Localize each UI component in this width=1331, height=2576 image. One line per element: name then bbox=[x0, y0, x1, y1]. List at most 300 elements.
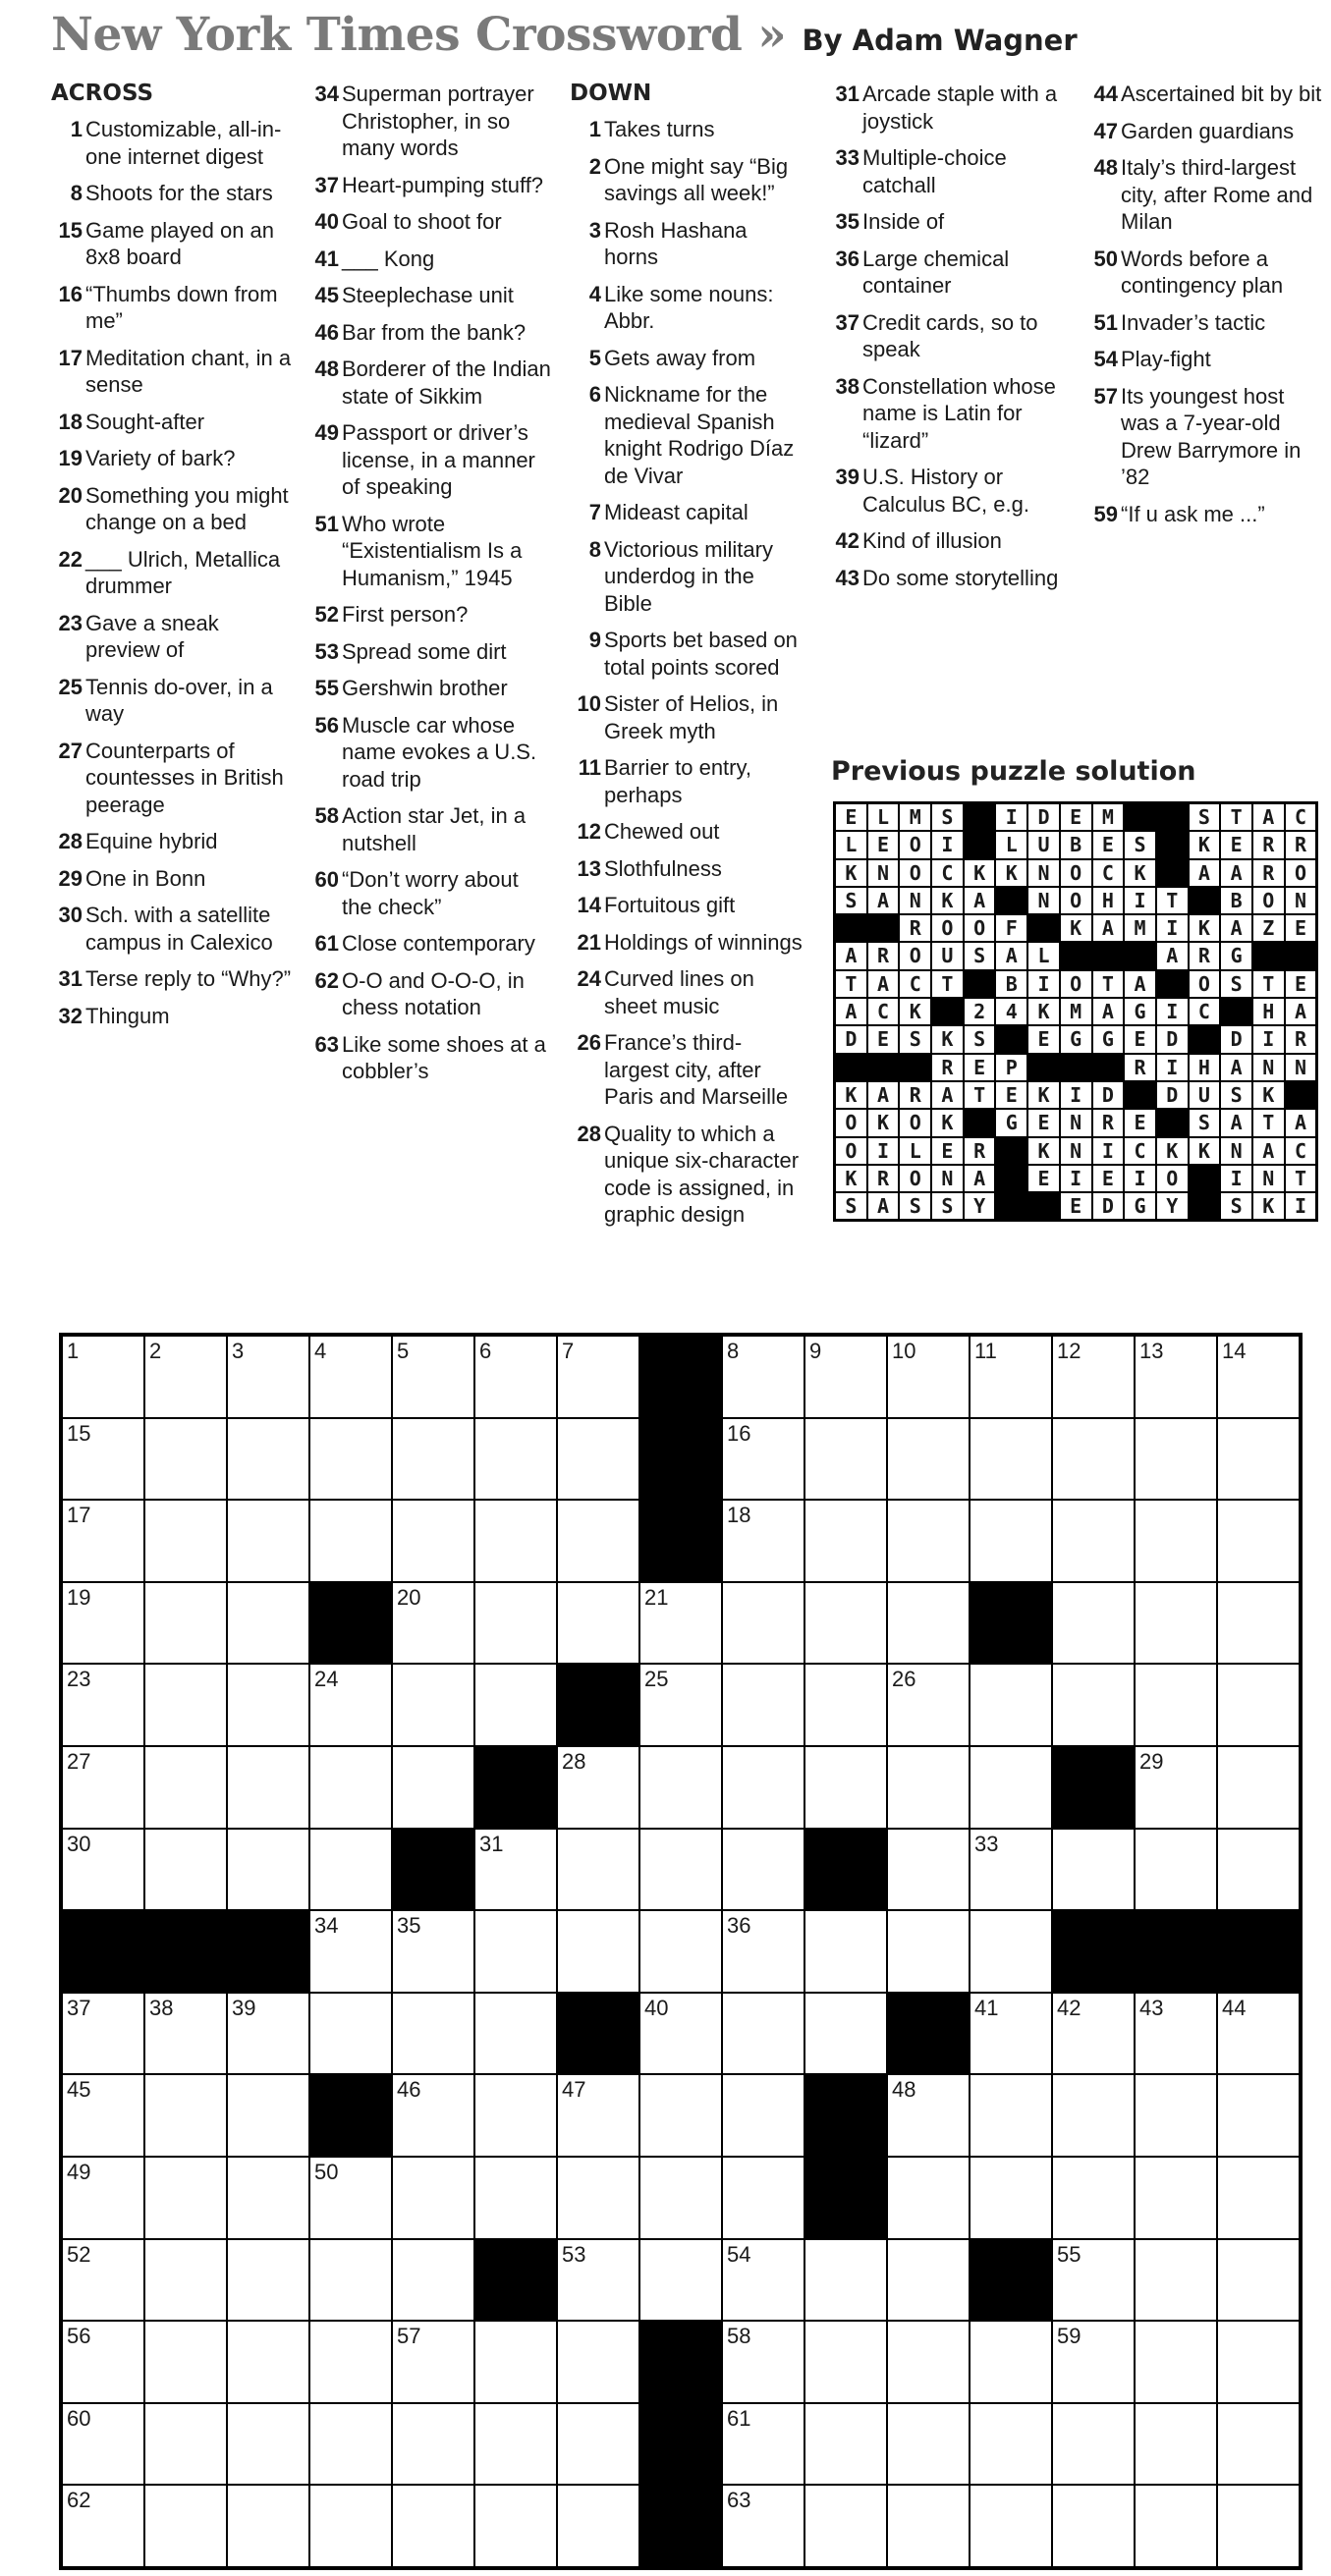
grid-cell[interactable] bbox=[887, 1746, 970, 1829]
grid-black-square bbox=[1217, 1910, 1300, 1993]
grid-cell[interactable] bbox=[1052, 2157, 1135, 2239]
grid-cell[interactable] bbox=[474, 2321, 557, 2403]
grid-cell[interactable] bbox=[144, 1336, 227, 1418]
grid-cell[interactable] bbox=[887, 2321, 970, 2403]
grid-cell[interactable] bbox=[639, 1829, 722, 1911]
grid-cell[interactable] bbox=[1052, 2403, 1135, 2486]
grid-cell[interactable] bbox=[887, 1664, 970, 1746]
grid-black-square bbox=[639, 2403, 722, 2486]
grid-cell[interactable] bbox=[722, 2403, 804, 2486]
grid-cell[interactable] bbox=[62, 2239, 144, 2322]
solution-cell: H bbox=[1092, 887, 1125, 914]
grid-cell[interactable] bbox=[804, 1664, 887, 1746]
grid-cell[interactable] bbox=[1135, 1746, 1217, 1829]
grid-cell[interactable] bbox=[1052, 1336, 1135, 1418]
solution-cell: K bbox=[1027, 1081, 1060, 1109]
solution-cell: R bbox=[1124, 1054, 1156, 1081]
grid-cell[interactable] bbox=[1135, 2321, 1217, 2403]
grid-cell[interactable] bbox=[722, 1500, 804, 1582]
grid-cell-number: 2 bbox=[149, 1339, 162, 1363]
grid-cell[interactable] bbox=[970, 1418, 1052, 1501]
grid-cell-number: 34 bbox=[314, 1913, 339, 1939]
grid-cell[interactable] bbox=[722, 2239, 804, 2322]
grid-cell[interactable] bbox=[309, 1418, 392, 1501]
solution-cell: D bbox=[1156, 1081, 1189, 1109]
grid-cell[interactable] bbox=[227, 2485, 309, 2567]
solution-cell: T bbox=[1252, 1109, 1285, 1136]
solution-cell: O bbox=[899, 942, 931, 969]
solution-black-cell bbox=[835, 914, 867, 942]
grid-cell[interactable] bbox=[722, 1582, 804, 1665]
grid-cell[interactable] bbox=[227, 1746, 309, 1829]
grid-cell[interactable] bbox=[887, 1336, 970, 1418]
grid-cell[interactable] bbox=[392, 1500, 474, 1582]
grid-cell[interactable] bbox=[804, 1336, 887, 1418]
grid-cell[interactable] bbox=[309, 2403, 392, 2486]
grid-cell-number: 16 bbox=[727, 1420, 751, 1446]
grid-cell[interactable] bbox=[1217, 1829, 1300, 1911]
grid-cell[interactable] bbox=[474, 2485, 557, 2567]
grid-cell[interactable] bbox=[474, 2074, 557, 2157]
grid-cell[interactable] bbox=[62, 2403, 144, 2486]
solution-black-cell bbox=[1285, 942, 1317, 969]
grid-cell[interactable] bbox=[1217, 2321, 1300, 2403]
grid-cell[interactable] bbox=[1217, 2074, 1300, 2157]
grid-cell-number: 25 bbox=[644, 1667, 669, 1692]
down-clue-36 bbox=[828, 246, 1059, 300]
across-clue-1 bbox=[51, 116, 297, 170]
grid-cell[interactable] bbox=[144, 2403, 227, 2486]
grid-cell-number: 56 bbox=[67, 2324, 91, 2349]
grid-cell[interactable] bbox=[970, 1746, 1052, 1829]
grid-cell[interactable] bbox=[62, 1418, 144, 1501]
solution-cell: E bbox=[867, 831, 900, 858]
grid-cell[interactable] bbox=[144, 2485, 227, 2567]
grid-cell[interactable] bbox=[62, 2485, 144, 2567]
grid-cell[interactable] bbox=[392, 2403, 474, 2486]
solution-cell: A bbox=[931, 1081, 964, 1109]
grid-cell[interactable] bbox=[474, 1829, 557, 1911]
clue-number: 41 bbox=[314, 246, 339, 271]
clue-text: Ascertained bit by bit bbox=[1121, 82, 1322, 106]
grid-cell[interactable] bbox=[227, 2239, 309, 2322]
clue-number: 27 bbox=[58, 738, 83, 763]
grid-cell[interactable] bbox=[309, 1664, 392, 1746]
solution-black-cell bbox=[899, 1054, 931, 1081]
grid-cell[interactable] bbox=[557, 1500, 639, 1582]
down-clue-33 bbox=[828, 144, 1059, 198]
grid-cell[interactable] bbox=[474, 1500, 557, 1582]
down-clue-12 bbox=[570, 818, 805, 846]
grid-cell[interactable] bbox=[1217, 1418, 1300, 1501]
grid-cell[interactable] bbox=[557, 2321, 639, 2403]
title-row bbox=[51, 8, 1078, 62]
across-clue-30 bbox=[51, 902, 297, 956]
grid-cell[interactable] bbox=[557, 2074, 639, 2157]
clue-text: Arcade staple with a joystick bbox=[862, 82, 1058, 134]
grid-cell[interactable] bbox=[639, 2074, 722, 2157]
solution-black-cell bbox=[1220, 998, 1252, 1025]
grid-cell[interactable] bbox=[227, 1582, 309, 1665]
grid-cell[interactable] bbox=[722, 2321, 804, 2403]
solution-black-cell bbox=[995, 1192, 1027, 1220]
grid-cell[interactable] bbox=[639, 2157, 722, 2239]
grid-cell[interactable] bbox=[309, 2321, 392, 2403]
grid-cell[interactable] bbox=[1135, 2239, 1217, 2322]
grid-cell[interactable] bbox=[1217, 2403, 1300, 2486]
grid-cell[interactable] bbox=[1217, 1746, 1300, 1829]
clue-text: Garden guardians bbox=[1121, 118, 1295, 143]
grid-cell[interactable] bbox=[392, 2485, 474, 2567]
grid-cell[interactable] bbox=[804, 2485, 887, 2567]
grid-cell[interactable] bbox=[639, 1746, 722, 1829]
solution-cell: A bbox=[1220, 914, 1252, 942]
grid-black-square bbox=[639, 1336, 722, 1418]
grid-cell[interactable] bbox=[970, 1829, 1052, 1911]
grid-black-square bbox=[804, 1829, 887, 1911]
solution-cell: K bbox=[1252, 1192, 1285, 1220]
grid-cell[interactable] bbox=[144, 1829, 227, 1911]
grid-cell[interactable] bbox=[804, 1910, 887, 1993]
grid-cell[interactable] bbox=[474, 1664, 557, 1746]
grid-cell[interactable] bbox=[1135, 1829, 1217, 1911]
solution-cell: A bbox=[1092, 998, 1125, 1025]
solution-cell: T bbox=[835, 970, 867, 998]
grid-cell[interactable] bbox=[887, 1910, 970, 1993]
clue-number: 47 bbox=[1093, 118, 1118, 143]
grid-cell[interactable] bbox=[804, 1582, 887, 1665]
clue-text: Sch. with a satellite campus in Calexico bbox=[85, 903, 273, 955]
solution-cell: I bbox=[1060, 1165, 1092, 1192]
solution-cell: O bbox=[1285, 859, 1317, 887]
grid-cell[interactable] bbox=[392, 1418, 474, 1501]
grid-cell[interactable] bbox=[1052, 2321, 1135, 2403]
clue-text: Muscle car whose name evokes a U.S. road trip bbox=[342, 712, 537, 792]
grid-cell[interactable] bbox=[227, 1993, 309, 2075]
grid-cell[interactable] bbox=[62, 1582, 144, 1665]
grid-cell[interactable] bbox=[474, 1910, 557, 1993]
grid-cell[interactable] bbox=[1052, 1993, 1135, 2075]
grid-cell-number: 41 bbox=[974, 1995, 999, 2020]
grid-cell[interactable] bbox=[227, 2321, 309, 2403]
solution-cell: N bbox=[1220, 1137, 1252, 1165]
grid-cell-number: 11 bbox=[974, 1339, 997, 1363]
grid-cell[interactable] bbox=[1217, 1500, 1300, 1582]
clue-text: Large chemical container bbox=[862, 246, 1010, 298]
down-column-1 bbox=[570, 81, 805, 1238]
grid-cell[interactable] bbox=[1217, 1336, 1300, 1418]
grid-cell[interactable] bbox=[1052, 2485, 1135, 2567]
grid-cell[interactable] bbox=[639, 1910, 722, 1993]
solution-cell: D bbox=[835, 1025, 867, 1053]
grid-cell[interactable] bbox=[557, 1336, 639, 1418]
solution-cell: R bbox=[931, 1054, 964, 1081]
grid-cell[interactable] bbox=[392, 2157, 474, 2239]
grid-cell[interactable] bbox=[970, 1993, 1052, 2075]
down-clue-39 bbox=[828, 464, 1059, 518]
grid-cell-number: 12 bbox=[1057, 1339, 1081, 1363]
grid-cell[interactable] bbox=[309, 1746, 392, 1829]
grid-cell-number: 36 bbox=[727, 1913, 751, 1939]
grid-cell[interactable] bbox=[804, 1746, 887, 1829]
grid-cell[interactable] bbox=[62, 2157, 144, 2239]
grid-cell[interactable] bbox=[227, 1336, 309, 1418]
grid-cell[interactable] bbox=[309, 2157, 392, 2239]
grid-cell[interactable] bbox=[392, 2074, 474, 2157]
grid-cell[interactable] bbox=[1217, 2485, 1300, 2567]
down-clue-2 bbox=[570, 153, 805, 207]
grid-cell[interactable] bbox=[1135, 1336, 1217, 1418]
grid-cell[interactable] bbox=[557, 1582, 639, 1665]
grid-cell[interactable] bbox=[887, 2074, 970, 2157]
grid-cell[interactable] bbox=[227, 2403, 309, 2486]
grid-cell[interactable] bbox=[639, 1993, 722, 2075]
grid-cell[interactable] bbox=[62, 1993, 144, 2075]
grid-cell[interactable] bbox=[62, 1746, 144, 1829]
grid-cell[interactable] bbox=[474, 1336, 557, 1418]
clue-text: Gave a sneak preview of bbox=[85, 610, 219, 662]
grid-cell[interactable] bbox=[309, 2485, 392, 2567]
grid-cell[interactable] bbox=[557, 1829, 639, 1911]
solution-cell: K bbox=[1124, 859, 1156, 887]
grid-cell[interactable] bbox=[887, 2239, 970, 2322]
grid-cell[interactable] bbox=[557, 2485, 639, 2567]
grid-cell[interactable] bbox=[1052, 1582, 1135, 1665]
grid-cell[interactable] bbox=[392, 1746, 474, 1829]
grid-cell[interactable] bbox=[557, 2403, 639, 2486]
grid-cell[interactable] bbox=[1052, 1664, 1135, 1746]
grid-cell[interactable] bbox=[392, 1664, 474, 1746]
grid-cell[interactable] bbox=[887, 1582, 970, 1665]
solution-cell: M bbox=[1092, 803, 1125, 831]
grid-cell[interactable] bbox=[970, 1336, 1052, 1418]
grid-cell[interactable] bbox=[804, 1418, 887, 1501]
grid-cell[interactable] bbox=[722, 1664, 804, 1746]
down-clue-42 bbox=[828, 527, 1059, 555]
grid-cell[interactable] bbox=[474, 2157, 557, 2239]
grid-cell[interactable] bbox=[1135, 2403, 1217, 2486]
grid-cell[interactable] bbox=[62, 1829, 144, 1911]
grid-cell[interactable] bbox=[887, 2485, 970, 2567]
down-heading: DOWN bbox=[570, 81, 652, 106]
solution-cell: E bbox=[1092, 1165, 1125, 1192]
clue-text: ___ Kong bbox=[342, 246, 435, 271]
grid-cell[interactable] bbox=[392, 1336, 474, 1418]
grid-cell[interactable] bbox=[887, 1500, 970, 1582]
grid-cell[interactable] bbox=[144, 1746, 227, 1829]
grid-cell[interactable] bbox=[227, 2157, 309, 2239]
grid-cell[interactable] bbox=[144, 1664, 227, 1746]
grid-cell[interactable] bbox=[1217, 1993, 1300, 2075]
clue-number: 20 bbox=[58, 482, 83, 508]
grid-cell[interactable] bbox=[144, 1500, 227, 1582]
grid-cell[interactable] bbox=[309, 1829, 392, 1911]
grid-cell[interactable] bbox=[722, 2074, 804, 2157]
solution-cell: M bbox=[1060, 998, 1092, 1025]
grid-cell[interactable] bbox=[970, 2321, 1052, 2403]
clue-number: 29 bbox=[58, 865, 83, 891]
clue-number: 17 bbox=[58, 345, 83, 370]
grid-cell[interactable] bbox=[227, 1664, 309, 1746]
grid-cell[interactable] bbox=[722, 1910, 804, 1993]
solution-cell: A bbox=[835, 998, 867, 1025]
grid-cell[interactable] bbox=[557, 2239, 639, 2322]
clue-text: Like some nouns: Abbr. bbox=[604, 281, 774, 333]
grid-cell[interactable] bbox=[804, 1993, 887, 2075]
grid-cell[interactable] bbox=[1052, 1500, 1135, 1582]
grid-cell[interactable] bbox=[970, 2074, 1052, 2157]
grid-cell[interactable] bbox=[639, 1582, 722, 1665]
grid-cell[interactable] bbox=[804, 2403, 887, 2486]
grid-cell[interactable] bbox=[309, 1500, 392, 1582]
grid-cell-number: 19 bbox=[67, 1584, 91, 1610]
grid-cell[interactable] bbox=[557, 1910, 639, 1993]
solution-black-cell bbox=[964, 803, 996, 831]
solution-cell: S bbox=[964, 1025, 996, 1053]
grid-cell[interactable] bbox=[144, 2321, 227, 2403]
solution-cell: R bbox=[1252, 859, 1285, 887]
grid-cell[interactable] bbox=[557, 1418, 639, 1501]
grid-cell[interactable] bbox=[970, 2157, 1052, 2239]
grid-cell[interactable] bbox=[804, 2239, 887, 2322]
grid-cell[interactable] bbox=[1135, 1993, 1217, 2075]
grid-cell[interactable] bbox=[62, 1500, 144, 1582]
solution-cell: E bbox=[1027, 1109, 1060, 1136]
solution-cell: Y bbox=[1156, 1192, 1189, 1220]
down-clue-6 bbox=[570, 381, 805, 489]
grid-cell[interactable] bbox=[474, 1993, 557, 2075]
solution-black-cell bbox=[1092, 1054, 1125, 1081]
grid-cell[interactable] bbox=[1052, 2239, 1135, 2322]
grid-cell[interactable] bbox=[970, 1664, 1052, 1746]
solution-black-cell bbox=[1092, 942, 1125, 969]
down-clue-54 bbox=[1086, 346, 1322, 373]
clue-text: Rosh Hashana horns bbox=[604, 217, 748, 269]
grid-cell[interactable] bbox=[1052, 1418, 1135, 1501]
grid-cell[interactable] bbox=[970, 1910, 1052, 1993]
grid-cell[interactable] bbox=[970, 1500, 1052, 1582]
down-clue-31 bbox=[828, 81, 1059, 135]
across-column-1 bbox=[51, 81, 297, 1039]
grid-cell[interactable] bbox=[887, 1829, 970, 1911]
grid-cell[interactable] bbox=[309, 1910, 392, 1993]
across-clue-28 bbox=[51, 828, 297, 855]
solution-cell: A bbox=[995, 942, 1027, 969]
grid-cell[interactable] bbox=[474, 2403, 557, 2486]
clue-number: 53 bbox=[314, 638, 339, 664]
grid-cell[interactable] bbox=[474, 1582, 557, 1665]
grid-cell[interactable] bbox=[62, 1336, 144, 1418]
grid-cell[interactable] bbox=[804, 1500, 887, 1582]
grid-cell[interactable] bbox=[557, 2157, 639, 2239]
grid-cell[interactable] bbox=[887, 2403, 970, 2486]
grid-cell[interactable] bbox=[144, 1418, 227, 1501]
crossword-grid[interactable] bbox=[59, 1333, 1303, 2570]
grid-cell[interactable] bbox=[392, 2321, 474, 2403]
grid-cell[interactable] bbox=[1217, 1582, 1300, 1665]
grid-cell-number: 15 bbox=[67, 1420, 91, 1446]
solution-cell: I bbox=[1027, 970, 1060, 998]
grid-cell[interactable] bbox=[144, 2239, 227, 2322]
grid-cell[interactable] bbox=[309, 1993, 392, 2075]
solution-black-cell bbox=[1189, 1025, 1221, 1053]
grid-cell[interactable] bbox=[970, 2403, 1052, 2486]
grid-cell[interactable] bbox=[722, 1829, 804, 1911]
grid-cell[interactable] bbox=[309, 2239, 392, 2322]
grid-cell[interactable] bbox=[144, 2157, 227, 2239]
grid-cell[interactable] bbox=[1135, 1418, 1217, 1501]
grid-cell[interactable] bbox=[1217, 2157, 1300, 2239]
grid-black-square bbox=[474, 1746, 557, 1829]
grid-cell[interactable] bbox=[722, 1418, 804, 1501]
clue-text: Nickname for the medieval Spanish knight Rodrigo Díaz de Vivar bbox=[604, 382, 795, 488]
clue-text: Counterparts of countesses in British peerage bbox=[85, 738, 284, 817]
clue-text: Who wrote “Existentialism Is a Humanism,” 1945 bbox=[342, 511, 523, 590]
grid-cell[interactable] bbox=[1135, 2074, 1217, 2157]
clue-text: Italy’s third-largest city, after Rome and Milan bbox=[1121, 155, 1313, 234]
grid-cell[interactable] bbox=[227, 1418, 309, 1501]
grid-cell[interactable] bbox=[227, 2074, 309, 2157]
solution-cell: C bbox=[1189, 998, 1221, 1025]
grid-cell[interactable] bbox=[227, 1500, 309, 1582]
grid-cell[interactable] bbox=[1217, 2239, 1300, 2322]
grid-cell[interactable] bbox=[639, 1664, 722, 1746]
grid-cell[interactable] bbox=[722, 1993, 804, 2075]
grid-cell-number: 55 bbox=[1057, 2241, 1081, 2267]
grid-cell[interactable] bbox=[144, 1582, 227, 1665]
grid-cell[interactable] bbox=[1135, 2485, 1217, 2567]
grid-cell[interactable] bbox=[62, 1664, 144, 1746]
grid-cell[interactable] bbox=[1052, 1829, 1135, 1911]
grid-cell[interactable] bbox=[1135, 1582, 1217, 1665]
grid-cell-number: 4 bbox=[314, 1339, 327, 1363]
grid-cell[interactable] bbox=[1135, 2157, 1217, 2239]
solution-cell: S bbox=[964, 942, 996, 969]
grid-cell[interactable] bbox=[1135, 1500, 1217, 1582]
grid-cell[interactable] bbox=[887, 1418, 970, 1501]
clue-number: 11 bbox=[578, 755, 601, 780]
grid-cell[interactable] bbox=[227, 1829, 309, 1911]
solution-black-cell bbox=[1156, 831, 1189, 858]
grid-cell[interactable] bbox=[1217, 1664, 1300, 1746]
grid-cell[interactable] bbox=[722, 2157, 804, 2239]
grid-cell[interactable] bbox=[887, 2157, 970, 2239]
grid-cell[interactable] bbox=[392, 1993, 474, 2075]
grid-cell[interactable] bbox=[62, 2321, 144, 2403]
grid-cell[interactable] bbox=[62, 2074, 144, 2157]
grid-cell[interactable] bbox=[1052, 2074, 1135, 2157]
grid-cell[interactable] bbox=[639, 2239, 722, 2322]
grid-cell[interactable] bbox=[1135, 1664, 1217, 1746]
solution-black-cell bbox=[964, 831, 996, 858]
grid-cell[interactable] bbox=[557, 1746, 639, 1829]
grid-cell[interactable] bbox=[722, 2485, 804, 2567]
grid-cell[interactable] bbox=[144, 2074, 227, 2157]
grid-cell[interactable] bbox=[392, 1910, 474, 1993]
grid-cell[interactable] bbox=[970, 2485, 1052, 2567]
grid-cell[interactable] bbox=[309, 1336, 392, 1418]
grid-cell[interactable] bbox=[474, 1418, 557, 1501]
grid-cell[interactable] bbox=[392, 2239, 474, 2322]
grid-cell[interactable] bbox=[722, 1746, 804, 1829]
grid-cell[interactable] bbox=[804, 2321, 887, 2403]
solution-cell: N bbox=[1027, 859, 1060, 887]
clue-number: 63 bbox=[314, 1031, 339, 1057]
grid-cell[interactable] bbox=[392, 1582, 474, 1665]
grid-cell[interactable] bbox=[144, 1993, 227, 2075]
solution-black-cell bbox=[1027, 1192, 1060, 1220]
grid-cell[interactable] bbox=[722, 1336, 804, 1418]
